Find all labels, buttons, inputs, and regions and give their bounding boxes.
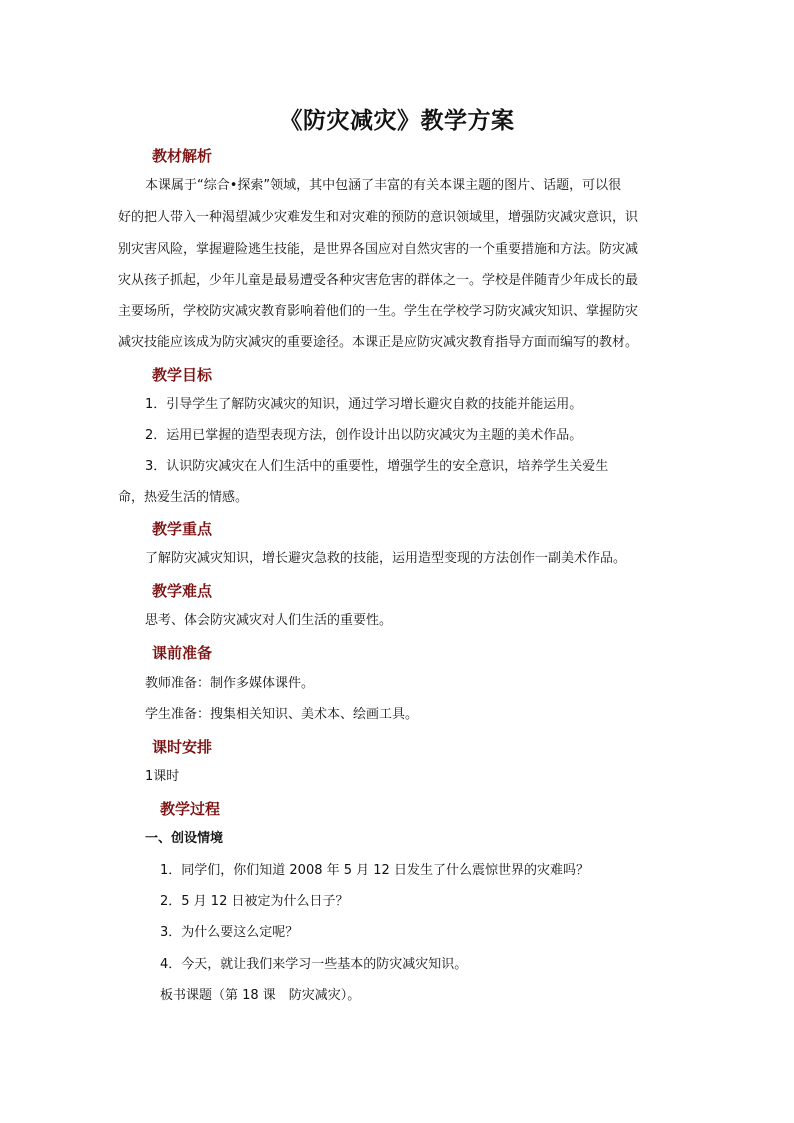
goal-item-continuation: 命，热爱生活的情感。 <box>118 490 249 505</box>
analysis-line: 主要场所，学校防灾减灾教育影响着他们的一生。学生在学校学习防灾减灾知识、掌握防灾 <box>118 304 639 319</box>
preparation-heading: 课前准备 <box>152 644 213 662</box>
goal-item: 3．认识防灾减灾在人们生活中的重要性，增强学生的安全意识，培养学生关爱生 <box>145 459 609 474</box>
goal-item: 2．运用已掌握的造型表现方法，创作设计出以防灾减灾为主题的美术作品。 <box>145 428 583 443</box>
analysis-line: 减灾技能应该成为防灾减灾的重要途径。本课正是应防灾减灾教育指导方面而编写的教材。 <box>118 335 639 350</box>
schedule-text: 1课时 <box>145 769 180 784</box>
process-item: 2．5 月 12 日被定为什么日子？ <box>160 894 349 909</box>
schedule-heading: 课时安排 <box>152 738 213 756</box>
key-points-heading: 教学重点 <box>152 520 213 538</box>
process-item: 4．今天，就让我们来学习一些基本的防灾减灾知识。 <box>160 957 468 972</box>
document-title: 《防灾减灾》教学方案 <box>279 107 515 134</box>
teacher-preparation: 教师准备：制作多媒体课件。 <box>145 676 315 691</box>
process-heading: 教学过程 <box>160 800 221 818</box>
board-title-text: 板书课题（第 18 课 防灾减灾）。 <box>160 988 361 1003</box>
process-item: 3．为什么要这么定呢？ <box>160 925 299 940</box>
analysis-line: 本课属于“综合•探索”领域，其中包涵了丰富的有关本课主题的图片、话题，可以很 <box>145 178 622 193</box>
process-subheading: 一、创设情境 <box>145 831 224 846</box>
analysis-heading: 教材解析 <box>152 147 213 165</box>
goals-heading: 教学目标 <box>152 366 213 384</box>
student-preparation: 学生准备：搜集相关知识、美术本、绘画工具。 <box>145 707 419 722</box>
analysis-line: 灾从孩子抓起，少年儿童是最易遭受各种灾害危害的群体之一。学校是伴随青少年成长的最 <box>118 273 639 288</box>
key-points-text: 了解防灾减灾知识，增长避灾急救的技能，运用造型变现的方法创作一副美术作品。 <box>145 551 627 566</box>
difficulties-text: 思考、体会防灾减灾对人们生活的重要性。 <box>145 613 393 628</box>
analysis-line: 好的把人带入一种渴望减少灾难发生和对灾难的预防的意识领域里，增强防灾减灾意识，识 <box>118 210 639 225</box>
process-item: 1．同学们，你们知道 2008 年 5 月 12 日发生了什么震惊世界的灾难吗？ <box>160 863 589 878</box>
analysis-line: 别灾害风险，掌握避险逃生技能，是世界各国应对自然灾害的一个重要措施和方法。防灾减 <box>118 242 639 257</box>
goal-item: 1．引导学生了解防灾减灾的知识，通过学习增长避灾自救的技能并能运用。 <box>145 397 583 412</box>
difficulties-heading: 教学难点 <box>152 582 213 600</box>
